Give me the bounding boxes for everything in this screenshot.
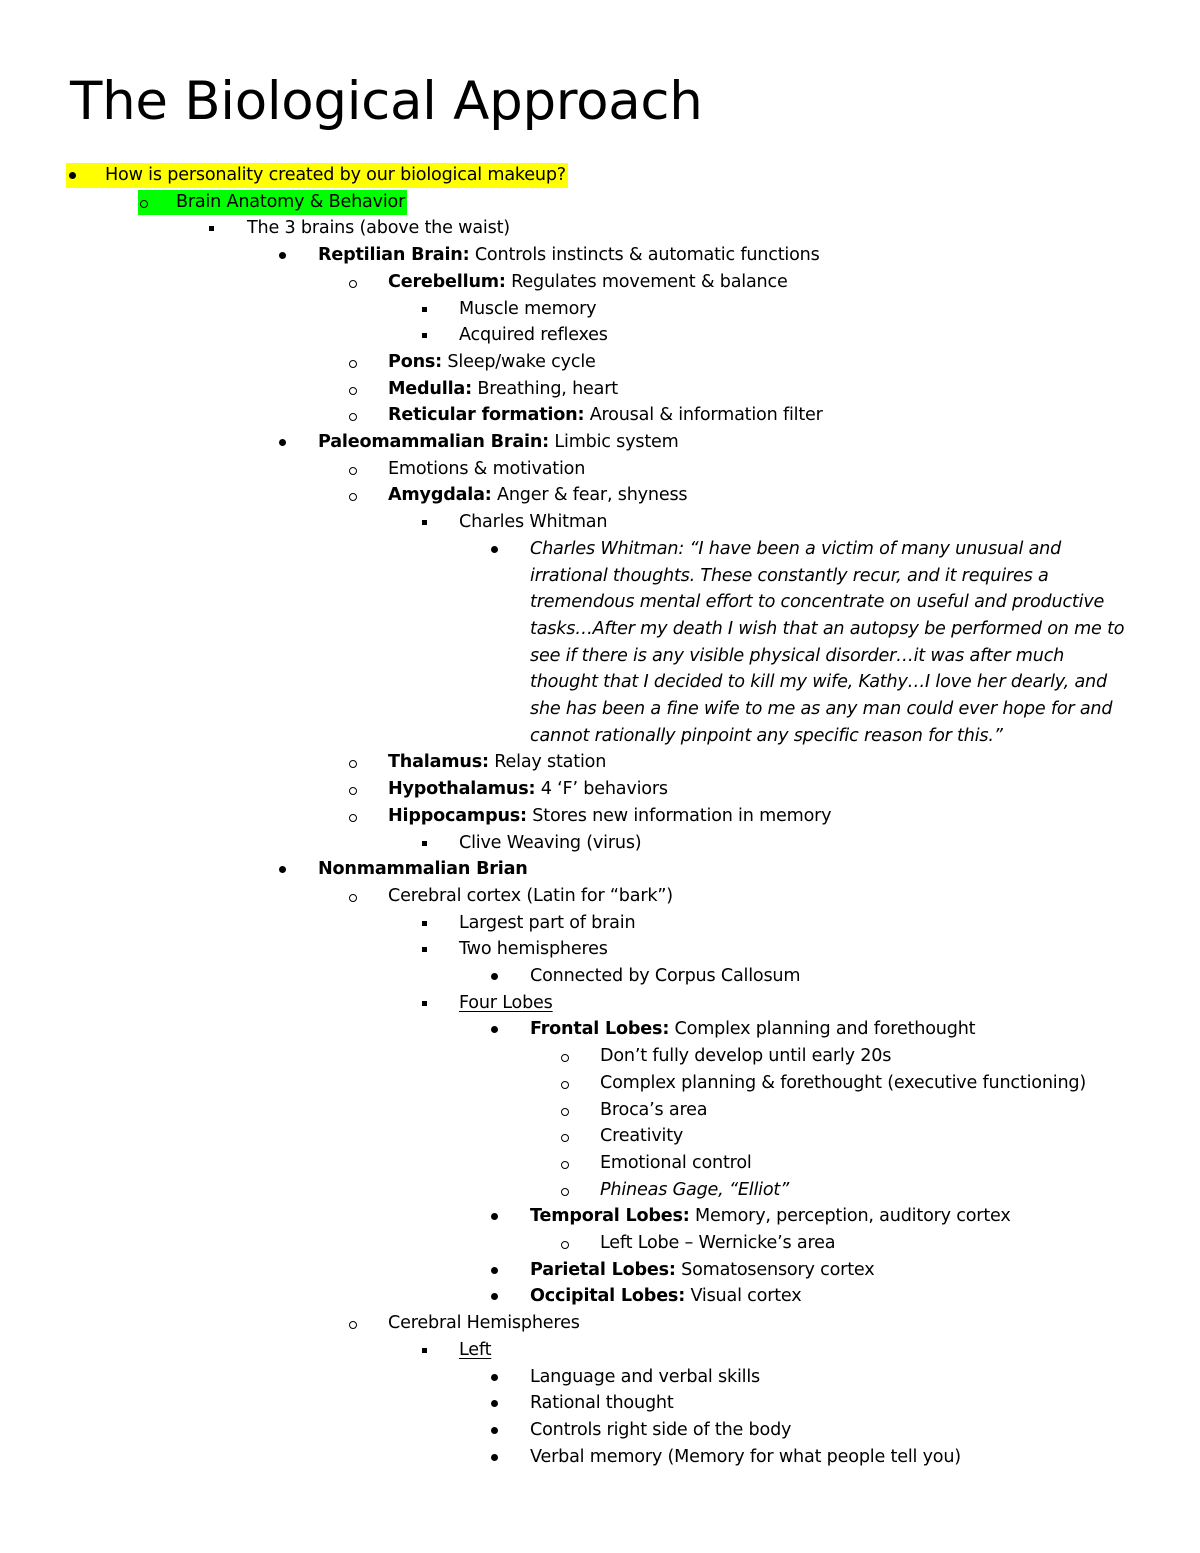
bullet-icon bbox=[62, 162, 82, 189]
outline-item-text bbox=[530, 696, 1112, 723]
bullet-glyph bbox=[349, 360, 357, 368]
term-description: she has been a fine wife to me as any man could ever hope for and bbox=[530, 699, 1113, 719]
circle-bullet-icon bbox=[343, 803, 363, 830]
bullet-icon bbox=[272, 856, 292, 883]
circle-bullet-icon bbox=[343, 269, 363, 296]
outline-item bbox=[0, 269, 1200, 296]
outline-item bbox=[0, 429, 1200, 456]
term-description: cannot rationally pinpoint any specific reason for this.” bbox=[530, 725, 1003, 746]
term-description: Complex planning and forethought bbox=[669, 1019, 976, 1040]
term-label: Parietal Lobes: bbox=[530, 1259, 676, 1280]
bullet-glyph bbox=[422, 1348, 427, 1353]
outline-item-text bbox=[530, 669, 1107, 696]
outline-item bbox=[0, 1123, 1200, 1150]
term-description: Cerebral cortex (Latin for “bark”) bbox=[388, 885, 673, 906]
outline-item-text bbox=[247, 215, 510, 242]
term-label: Reticular formation: bbox=[388, 405, 585, 426]
term-description: Stores new information in memory bbox=[526, 805, 832, 826]
term-description: Rational thought bbox=[530, 1393, 674, 1414]
outline-item-text bbox=[530, 1257, 874, 1284]
term-description: 4 ‘F’ behaviors bbox=[535, 779, 668, 800]
outline-item-text bbox=[530, 1444, 961, 1471]
circle-bullet-icon bbox=[555, 1230, 575, 1257]
outline-item-text bbox=[459, 1337, 491, 1364]
bullet-glyph bbox=[422, 841, 427, 846]
term-description: Left Lobe – Wernicke’s area bbox=[600, 1233, 836, 1253]
square-bullet-icon bbox=[414, 830, 434, 857]
outline-item bbox=[0, 803, 1200, 830]
term-description: see if there is any visible physical disorder…it was after much bbox=[530, 645, 1065, 666]
bullet-glyph bbox=[69, 172, 76, 179]
outline-item-text bbox=[318, 856, 528, 883]
bullet-glyph bbox=[422, 333, 427, 338]
square-bullet-icon bbox=[414, 910, 434, 937]
bullet-glyph bbox=[561, 1134, 569, 1142]
outline-item bbox=[0, 1310, 1200, 1337]
term-description: tasks…After my death I wish that an autopsy be performed on me to bbox=[530, 618, 1125, 639]
term-description: Broca’s area bbox=[600, 1099, 708, 1120]
page-title: The Biological Approach bbox=[70, 71, 703, 132]
outline-item bbox=[0, 963, 1200, 990]
term-label: Hippocampus: bbox=[388, 805, 527, 826]
outline-item-text bbox=[318, 242, 820, 269]
term-description: Sleep/wake cycle bbox=[442, 351, 596, 372]
term-label: Nonmammalian Brian bbox=[318, 859, 528, 880]
outline-item bbox=[0, 1070, 1200, 1097]
term-description: Verbal memory (Memory for what people tell you) bbox=[530, 1446, 961, 1467]
bullet-icon bbox=[484, 1283, 504, 1310]
outline-item bbox=[0, 749, 1200, 776]
outline-item bbox=[0, 856, 1200, 883]
bullet-icon bbox=[484, 1016, 504, 1043]
outline-item-text bbox=[600, 1123, 683, 1150]
outline-item-text bbox=[176, 189, 405, 216]
square-bullet-icon bbox=[414, 509, 434, 536]
term-description: thought that I decided to kill my wife, Kathy…I love her dearly, and bbox=[530, 672, 1107, 693]
bullet-glyph bbox=[349, 814, 357, 822]
outline-item bbox=[0, 1417, 1200, 1444]
bullet-glyph bbox=[491, 1267, 498, 1274]
square-bullet-icon bbox=[414, 296, 434, 323]
outline-item bbox=[0, 883, 1200, 910]
circle-bullet-icon bbox=[555, 1097, 575, 1124]
term-description: irrational thoughts. These constantly recur, and it requires a bbox=[530, 565, 1049, 586]
term-description: Controls right side of the body bbox=[530, 1419, 792, 1440]
term-description: Complex planning & forethought (executive functioning) bbox=[600, 1072, 1087, 1093]
outline-item-text bbox=[459, 322, 608, 349]
outline-item-text bbox=[600, 1070, 1086, 1097]
bullet-glyph bbox=[561, 1241, 569, 1249]
outline-item-text bbox=[388, 456, 585, 483]
outline-item-text bbox=[388, 269, 788, 296]
circle-bullet-icon bbox=[343, 482, 363, 509]
bullet-glyph bbox=[422, 1001, 427, 1006]
term-description: Somatosensory cortex bbox=[675, 1259, 875, 1280]
outline-item-text bbox=[600, 1043, 891, 1070]
term-label: Occipital Lobes: bbox=[530, 1286, 686, 1307]
term-description: Emotional control bbox=[600, 1152, 752, 1173]
outline-item-text bbox=[530, 723, 1003, 750]
outline-item-text bbox=[459, 990, 553, 1017]
outline-item bbox=[0, 536, 1200, 563]
outline-item bbox=[0, 1177, 1200, 1204]
bullet-glyph bbox=[279, 866, 286, 873]
circle-bullet-icon bbox=[134, 189, 154, 216]
outline-item-text bbox=[318, 429, 679, 456]
bullet-icon bbox=[484, 1257, 504, 1284]
outline-item-text bbox=[388, 883, 673, 910]
square-bullet-icon bbox=[201, 215, 221, 242]
outline-item-text bbox=[388, 376, 618, 403]
term-label: Thalamus: bbox=[388, 752, 489, 773]
outline-item-text bbox=[388, 482, 687, 509]
circle-bullet-icon bbox=[343, 349, 363, 376]
outline-item-text bbox=[530, 1203, 1011, 1230]
term-label: Hypothalamus: bbox=[388, 779, 536, 800]
outline-item bbox=[0, 643, 1200, 670]
circle-bullet-icon bbox=[343, 883, 363, 910]
term-description: Acquired reflexes bbox=[459, 325, 608, 346]
outline-item-text bbox=[388, 349, 596, 376]
term-description: Two hemispheres bbox=[459, 939, 608, 960]
outline-item-text bbox=[530, 563, 1049, 590]
outline-item bbox=[0, 1364, 1200, 1391]
term-description: Clive Weaving (virus) bbox=[459, 832, 642, 853]
term-description: Regulates movement & balance bbox=[505, 271, 788, 292]
term-description: Breathing, heart bbox=[471, 378, 618, 399]
circle-bullet-icon bbox=[343, 1310, 363, 1337]
outline-item-text bbox=[459, 509, 607, 536]
term-label: Pons: bbox=[388, 351, 443, 372]
circle-bullet-icon bbox=[343, 776, 363, 803]
outline-item bbox=[0, 1203, 1200, 1230]
bullet-icon bbox=[484, 1417, 504, 1444]
outline-item bbox=[0, 910, 1200, 937]
outline-item bbox=[0, 482, 1200, 509]
outline-item-text bbox=[530, 589, 1104, 616]
outline-item bbox=[0, 456, 1200, 483]
outline-item-text bbox=[530, 536, 1061, 563]
square-bullet-icon bbox=[414, 936, 434, 963]
outline-item bbox=[0, 189, 1200, 216]
outline-item-text bbox=[388, 749, 606, 776]
outline-item-text bbox=[530, 1364, 760, 1391]
bullet-glyph bbox=[349, 760, 357, 768]
outline-item bbox=[0, 1016, 1200, 1043]
term-label: Temporal Lobes: bbox=[530, 1206, 690, 1227]
outline-item-text bbox=[530, 1390, 674, 1417]
bullet-glyph bbox=[279, 252, 286, 259]
circle-bullet-icon bbox=[555, 1070, 575, 1097]
outline-item-text bbox=[530, 963, 800, 990]
outline-item bbox=[0, 776, 1200, 803]
term-description: Controls instincts & automatic functions bbox=[469, 245, 820, 266]
term-description: Largest part of brain bbox=[459, 912, 636, 933]
term-label: Reptilian Brain: bbox=[318, 245, 470, 266]
outline-item-text bbox=[600, 1177, 789, 1204]
bullet-glyph bbox=[349, 787, 357, 795]
outline-item bbox=[0, 1097, 1200, 1124]
bullet-glyph bbox=[491, 1454, 498, 1461]
outline-item bbox=[0, 402, 1200, 429]
bullet-icon bbox=[484, 1203, 504, 1230]
term-description: Emotions & motivation bbox=[388, 458, 586, 479]
term-description: Connected by Corpus Callosum bbox=[530, 966, 801, 986]
bullet-glyph bbox=[491, 1400, 498, 1407]
square-bullet-icon bbox=[414, 1337, 434, 1364]
bullet-glyph bbox=[349, 1321, 357, 1329]
square-bullet-icon bbox=[414, 322, 434, 349]
outline-item-text bbox=[459, 936, 608, 963]
term-description: The 3 brains (above the waist) bbox=[247, 218, 510, 239]
bullet-glyph bbox=[422, 921, 427, 926]
bullet-glyph bbox=[561, 1108, 569, 1116]
outline-item-text bbox=[388, 402, 823, 429]
bullet-glyph bbox=[561, 1081, 569, 1089]
term-label: Amygdala: bbox=[388, 485, 492, 506]
outline-item-text bbox=[530, 1016, 975, 1043]
term-description: Creativity bbox=[600, 1126, 684, 1147]
outline-item bbox=[0, 669, 1200, 696]
bullet-glyph bbox=[422, 307, 427, 312]
outline-item-text bbox=[459, 910, 635, 937]
bullet-glyph bbox=[349, 280, 357, 288]
outline-item bbox=[0, 1230, 1200, 1257]
outline-item-text bbox=[530, 1417, 791, 1444]
outline-item-text bbox=[530, 616, 1124, 643]
term-description: Phineas Gage, “Elliot” bbox=[600, 1179, 790, 1200]
outline-item bbox=[0, 936, 1200, 963]
outline-item bbox=[0, 1283, 1200, 1310]
bullet-glyph bbox=[140, 200, 148, 208]
outline-item-text bbox=[600, 1230, 835, 1257]
outline-item bbox=[0, 242, 1200, 269]
bullet-icon bbox=[272, 242, 292, 269]
circle-bullet-icon bbox=[343, 402, 363, 429]
bullet-icon bbox=[484, 1364, 504, 1391]
bullet-icon bbox=[484, 536, 504, 563]
outline-item-text bbox=[388, 1310, 580, 1337]
term-description: Charles Whitman bbox=[459, 512, 608, 533]
bullet-icon bbox=[484, 1390, 504, 1417]
bullet-icon bbox=[272, 429, 292, 456]
term-label: Frontal Lobes: bbox=[530, 1019, 670, 1040]
outline-item-text bbox=[530, 1283, 801, 1310]
term-description: Brain Anatomy & Behavior bbox=[176, 191, 406, 212]
circle-bullet-icon bbox=[555, 1177, 575, 1204]
bullet-glyph bbox=[491, 1293, 498, 1300]
term-description: Don’t fully develop until early 20s bbox=[600, 1046, 892, 1067]
bullet-glyph bbox=[491, 546, 498, 553]
outline-item-text bbox=[600, 1150, 752, 1177]
term-label: Cerebellum: bbox=[388, 271, 506, 292]
bullet-glyph bbox=[349, 413, 357, 421]
outline-item bbox=[0, 509, 1200, 536]
term-label: Medulla: bbox=[388, 378, 472, 399]
bullet-icon bbox=[484, 1444, 504, 1471]
outline-item bbox=[0, 1444, 1200, 1471]
outline-item bbox=[0, 1043, 1200, 1070]
outline-item-text bbox=[459, 830, 641, 857]
circle-bullet-icon bbox=[343, 749, 363, 776]
term-description: Left bbox=[459, 1339, 492, 1360]
outline-item-text bbox=[530, 643, 1064, 670]
bullet-glyph bbox=[349, 894, 357, 902]
bullet-glyph bbox=[422, 520, 427, 525]
outline-item bbox=[0, 616, 1200, 643]
outline-item bbox=[0, 830, 1200, 857]
bullet-glyph bbox=[422, 947, 427, 952]
bullet-glyph bbox=[209, 226, 214, 231]
outline-item bbox=[0, 723, 1200, 750]
outline-item-text bbox=[388, 803, 831, 830]
bullet-glyph bbox=[561, 1054, 569, 1062]
bullet-glyph bbox=[279, 439, 286, 446]
term-description: Four Lobes bbox=[459, 992, 553, 1013]
term-description: tremendous mental effort to concentrate on useful and productive bbox=[530, 592, 1105, 613]
outline-item bbox=[0, 162, 1200, 189]
outline-item bbox=[0, 563, 1200, 590]
bullet-glyph bbox=[491, 1213, 498, 1220]
bullet-glyph bbox=[561, 1188, 569, 1196]
outline-item bbox=[0, 589, 1200, 616]
bullet-glyph bbox=[491, 1427, 498, 1434]
outline-item bbox=[0, 215, 1200, 242]
outline-item bbox=[0, 1390, 1200, 1417]
outline-item bbox=[0, 1337, 1200, 1364]
outline-item-text bbox=[600, 1097, 707, 1124]
bullet-glyph bbox=[561, 1161, 569, 1169]
bullet-glyph bbox=[491, 1026, 498, 1033]
bullet-glyph bbox=[349, 493, 357, 501]
term-description: Language and verbal skills bbox=[530, 1366, 760, 1387]
circle-bullet-icon bbox=[343, 456, 363, 483]
term-label: Paleomammalian Brain: bbox=[318, 432, 550, 452]
outline-item bbox=[0, 1150, 1200, 1177]
outline-item-text bbox=[388, 776, 668, 803]
bullet-glyph bbox=[349, 467, 357, 475]
term-description: How is personality created by our biological makeup? bbox=[105, 165, 566, 185]
term-description: Relay station bbox=[488, 752, 607, 773]
outline-item-text bbox=[105, 162, 566, 189]
circle-bullet-icon bbox=[555, 1150, 575, 1177]
outline-item-text bbox=[459, 296, 596, 323]
circle-bullet-icon bbox=[555, 1043, 575, 1070]
term-description: Anger & fear, shyness bbox=[491, 485, 688, 506]
term-description: Arousal & information filter bbox=[584, 405, 823, 426]
outline-item bbox=[0, 1257, 1200, 1284]
term-description: Muscle memory bbox=[459, 298, 597, 319]
term-description: Limbic system bbox=[549, 432, 679, 452]
bullet-glyph bbox=[349, 387, 357, 395]
outline-item bbox=[0, 696, 1200, 723]
bullet-glyph bbox=[491, 1374, 498, 1381]
term-description: Charles Whitman: “I have been a victim of many unusual and bbox=[530, 538, 1062, 559]
circle-bullet-icon bbox=[343, 376, 363, 403]
term-description: Visual cortex bbox=[685, 1286, 802, 1307]
square-bullet-icon bbox=[414, 990, 434, 1017]
outline-item bbox=[0, 990, 1200, 1017]
circle-bullet-icon bbox=[555, 1123, 575, 1150]
term-description: Cerebral Hemispheres bbox=[388, 1313, 580, 1334]
outline-item bbox=[0, 349, 1200, 376]
outline-item bbox=[0, 322, 1200, 349]
term-description: Memory, perception, auditory cortex bbox=[689, 1206, 1011, 1227]
bullet-icon bbox=[484, 963, 504, 990]
outline-item bbox=[0, 296, 1200, 323]
outline-item bbox=[0, 376, 1200, 403]
bullet-glyph bbox=[491, 973, 498, 980]
